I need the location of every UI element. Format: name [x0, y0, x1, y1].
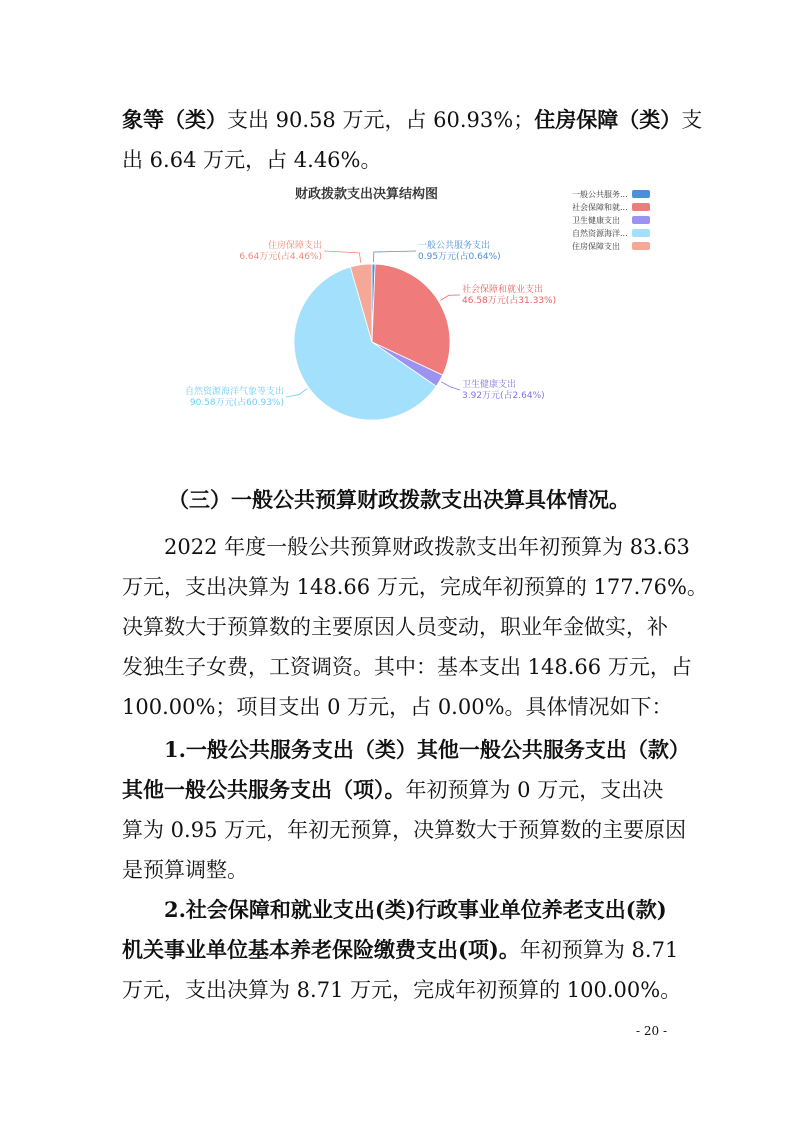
text-run: 支 [681, 108, 703, 132]
legend-label: 住房保障支出 [572, 242, 620, 251]
item-2-paragraph [122, 890, 682, 1010]
slice-label-name: 一般公共服务支出 [418, 241, 491, 251]
legend-swatch[interactable] [632, 190, 650, 198]
slice-label-name: 住房保障支出 [267, 241, 322, 251]
intro-line-1 [122, 100, 703, 140]
pie-chart-svg [150, 180, 670, 450]
item-2-line-2 [122, 930, 682, 970]
item-2-line-3: 万元，支出决算为 8.71 万元，完成年初预算的 100.00%。 [122, 978, 682, 1002]
bold-phrase: 象等（类） [122, 107, 227, 132]
main-line: 决算数大于预算数的主要原因人员变动，职业年金做实，补 [122, 615, 668, 639]
pie-chart [150, 180, 670, 450]
slice-label-name: 自然资源海洋气象等支出 [184, 387, 284, 397]
bold-phrase: 住房保障（类） [534, 107, 682, 132]
slice-label-value: 90.58万元(占60.93%) [189, 398, 284, 408]
intro-line-2: 出 6.64 万元，占 4.46%。 [122, 148, 382, 172]
text-run: 年初预算为 0 万元，支出决 [405, 778, 664, 802]
page-number: - 20 - [636, 1024, 668, 1038]
bold-phrase: 其他一般公共服务支出（项）。 [122, 777, 406, 802]
legend-label: 卫生健康支出 [572, 216, 620, 225]
item-1-line-2 [122, 770, 682, 810]
main-paragraph [122, 527, 708, 727]
text-run: 年初预算为 8.71 [519, 938, 679, 962]
main-line: 发独生子女费，工资调资。其中：基本支出 148.66 万元，占 [122, 655, 692, 679]
legend-swatch[interactable] [632, 216, 650, 224]
legend-label: 自然资源海洋... [572, 229, 628, 238]
legend-swatch[interactable] [632, 242, 650, 250]
main-line: 万元，支出决算为 148.66 万元，完成年初预算的 177.76%。 [122, 575, 708, 599]
slice-label-name: 卫生健康支出 [462, 380, 517, 390]
slice-label-value: 0.95万元(占0.64%) [418, 252, 501, 262]
leader-line [374, 251, 416, 262]
chart-title: 财政拨款支出决算结构图 [295, 187, 439, 202]
slice-label-name: 社会保障和就业支出 [462, 285, 544, 295]
text-run: 支出 90.58 万元，占 60.93%； [227, 108, 535, 132]
leader-line [441, 382, 460, 390]
leader-line [324, 251, 361, 263]
legend-label: 社会保障和就... [572, 203, 628, 212]
legend-swatch[interactable] [632, 203, 650, 211]
main-line: 100.00%；项目支出 0 万元，占 0.00%。具体情况如下： [122, 695, 673, 719]
bold-phrase: 机关事业单位基本养老保险缴费支出(项)。 [122, 937, 520, 962]
item-1-paragraph [122, 730, 690, 890]
item-2-heading: 2.社会保障和就业支出(类)行政事业单位养老支出(款) [164, 897, 667, 922]
leader-line [440, 295, 460, 300]
legend-label: 一般公共服务... [572, 190, 628, 199]
item-1-heading: 1.一般公共服务支出（类）其他一般公共服务支出（款） [164, 737, 690, 762]
item-1-line-4: 是预算调整。 [122, 858, 248, 882]
section-heading: （三）一般公共预算财政拨款支出决算具体情况。 [168, 487, 630, 512]
intro-paragraph [122, 100, 703, 180]
main-line: 2022 年度一般公共预算财政拨款支出年初预算为 83.63 [164, 535, 690, 559]
leader-line [286, 389, 307, 397]
item-1-line-3: 算为 0.95 万元，年初无预算，决算数大于预算数的主要原因 [122, 818, 687, 842]
slice-label-value: 6.64万元(占4.46%) [239, 252, 322, 262]
slice-label-value: 3.92万元(占2.64%) [462, 391, 545, 401]
slice-label-value: 46.58万元(占31.33%) [462, 296, 557, 306]
legend-swatch[interactable] [632, 229, 650, 237]
